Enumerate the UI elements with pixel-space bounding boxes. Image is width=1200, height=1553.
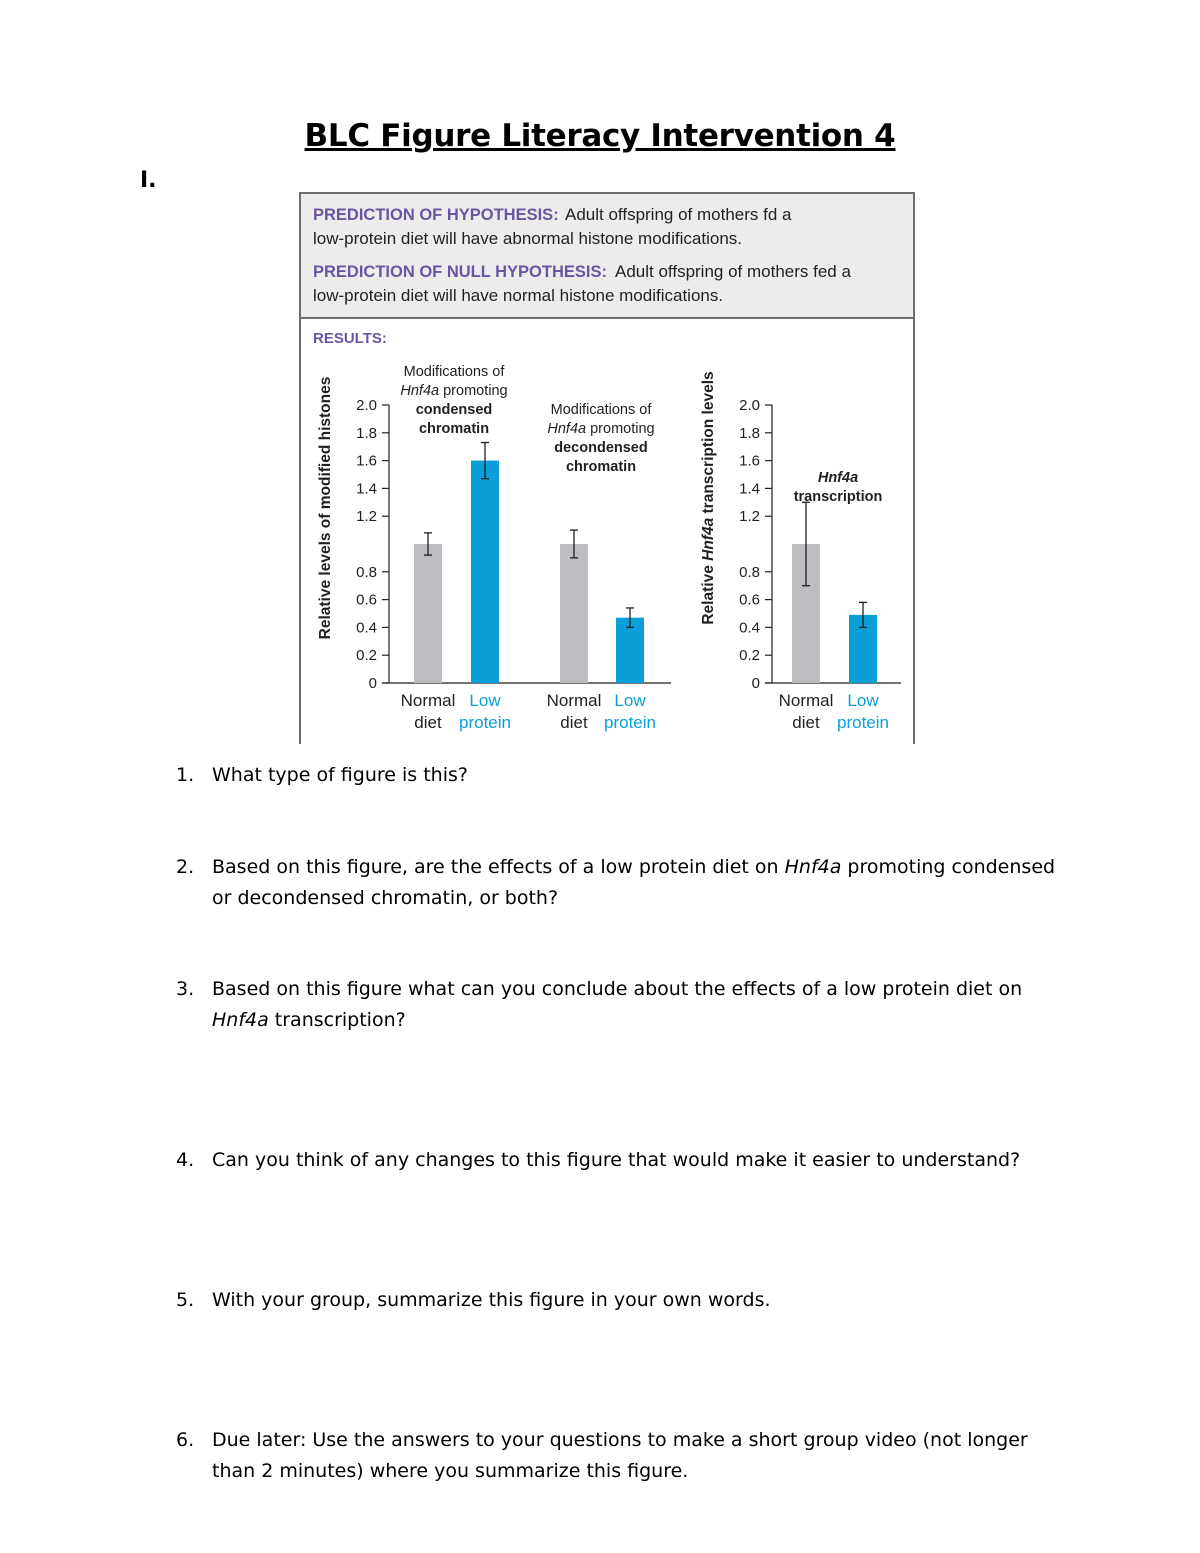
y-tick-label: 1.8	[739, 424, 760, 442]
transcription-chart	[700, 371, 901, 732]
y-tick-label: 0.8	[739, 563, 760, 581]
null-label: PREDICTION OF NULL HYPOTHESIS:	[313, 263, 607, 281]
y-tick-label: 2.0	[739, 397, 760, 414]
y-tick-label: 1.8	[356, 424, 377, 442]
question-text: What type of figure is this?	[212, 764, 468, 786]
normal-diet-bar	[414, 544, 442, 683]
decondensed-title-line-1: Modifications of	[550, 402, 652, 418]
question-text-part: transcription?	[268, 1009, 406, 1031]
low-protein-bar	[471, 461, 499, 683]
question-text-part: Due later: Use the answers to your questions to make a short group video (not longer	[212, 1429, 1028, 1451]
question-text: With your group, summarize this figure in your own words.	[212, 1289, 771, 1311]
transcription-title-line-2: transcription	[793, 489, 883, 505]
x-category-label: Low	[469, 691, 501, 710]
y-tick-label: 1.4	[739, 480, 760, 498]
question-number: 3.	[176, 978, 195, 1000]
y-tick-label: 1.6	[739, 452, 760, 470]
question-text	[212, 974, 1062, 1036]
question-number: 5.	[176, 1289, 195, 1311]
question-number: 6.	[176, 1429, 195, 1451]
normal-diet-bar	[560, 544, 588, 683]
y-tick-label: 0	[368, 675, 377, 692]
y-tick-label: 0.6	[356, 591, 377, 609]
question-text-part: Based on this figure what can you conclude about the effects of a low protein diet on	[212, 978, 1023, 1000]
x-category-label: diet	[414, 713, 442, 732]
condensed-title-line-2: Hnf4a promoting	[400, 383, 508, 399]
question-text-part: Based on this figure, are the effects of a low protein diet on	[212, 856, 785, 878]
question-text	[212, 1425, 1062, 1487]
y-tick-label: 0.8	[356, 563, 377, 581]
null-text-1: Adult offspring of mothers fed a	[615, 262, 851, 281]
condensed-title-line-4: chromatin	[418, 421, 490, 437]
x-category-label: protein	[459, 713, 511, 732]
y-tick-label: 1.4	[356, 480, 377, 498]
y-tick-label: 1.2	[739, 508, 760, 526]
x-category-label: Normal	[778, 691, 834, 710]
question-text: Can you think of any changes to this figure that would make it easier to understand?	[212, 1149, 1021, 1171]
question-text-part: or decondensed chromatin, or both?	[212, 887, 559, 909]
y-tick-label: 0.4	[739, 619, 760, 637]
x-category-label: Low	[614, 691, 646, 710]
x-category-label: Normal	[546, 691, 602, 710]
x-category-label: diet	[560, 713, 588, 732]
question-text-part: than 2 minutes) where you summarize this figure.	[212, 1460, 689, 1482]
transcription-y-axis-label: Relative Hnf4a transcription levels	[700, 371, 717, 625]
decondensed-title-line-3: decondensed	[554, 440, 648, 456]
x-category-label: protein	[604, 713, 656, 732]
y-tick-label: 2.0	[356, 397, 377, 414]
decondensed-title-line-4: chromatin	[565, 459, 637, 475]
y-tick-label: 0.2	[739, 647, 760, 665]
section-label: I.	[140, 168, 157, 193]
decondensed-title-line-2: Hnf4a promoting	[547, 421, 655, 437]
gene-name: Hnf4a	[784, 856, 842, 878]
y-tick-label: 1.6	[356, 452, 377, 470]
x-category-label: protein	[837, 713, 889, 732]
y-tick-label: 1.2	[356, 508, 377, 526]
y-tick-label: 0.6	[739, 591, 760, 609]
y-tick-label: 0.2	[356, 647, 377, 665]
y-tick-label: 0.4	[356, 619, 377, 637]
gene-name: Hnf4a	[212, 1009, 269, 1031]
histone-chart	[317, 364, 671, 732]
null-text-2: low-protein diet will have normal histone modifications.	[313, 286, 724, 305]
prediction-label: PREDICTION OF HYPOTHESIS:	[313, 206, 559, 224]
prediction-text-1: Adult offspring of mothers fd a	[565, 205, 792, 224]
document-title: BLC Figure Literacy Intervention 4	[304, 118, 896, 154]
prediction-text-2: low-protein diet will have abnormal histone modifications.	[313, 229, 742, 248]
question-number: 2.	[176, 856, 195, 878]
transcription-title-line-1: Hnf4a	[817, 470, 859, 486]
condensed-title-line-3: condensed	[415, 402, 493, 418]
results-figure	[299, 192, 915, 744]
question-text	[212, 852, 1062, 914]
question-number: 1.	[176, 764, 195, 786]
condensed-title-line-1: Modifications of	[403, 364, 505, 380]
question-text-part: promoting condensed	[841, 856, 1056, 878]
x-category-label: Low	[847, 691, 879, 710]
results-label: RESULTS:	[313, 330, 387, 347]
x-category-label: Normal	[400, 691, 456, 710]
question-number: 4.	[176, 1149, 195, 1171]
x-category-label: diet	[792, 713, 820, 732]
y-tick-label: 0	[751, 675, 760, 692]
histone-y-axis-label: Relative levels of modified histones	[317, 376, 334, 640]
